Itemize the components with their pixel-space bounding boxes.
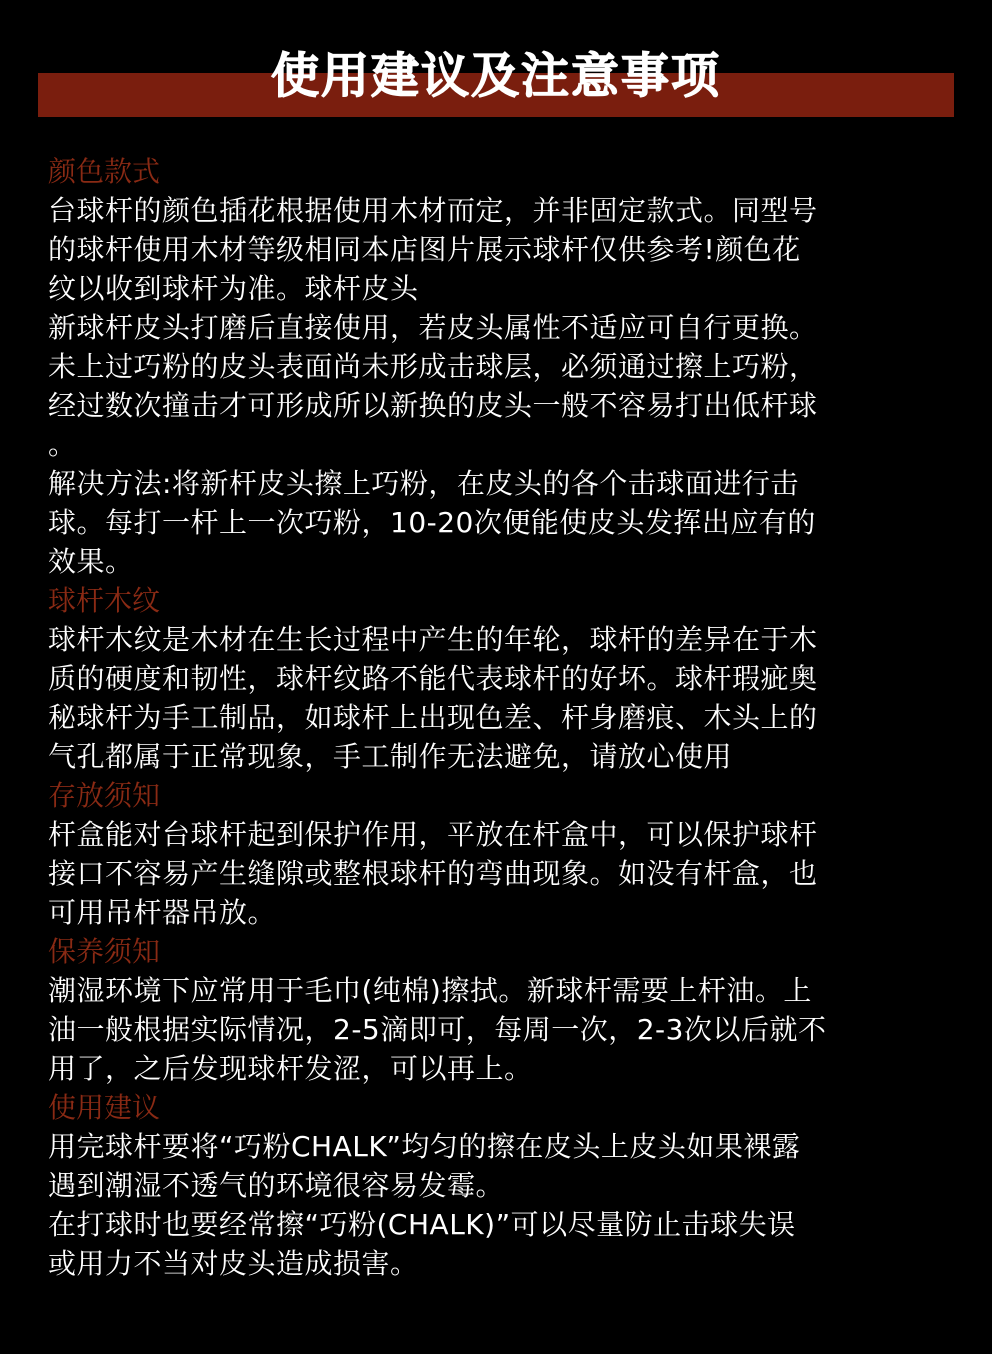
text-line: 。 [48,428,77,461]
text-line: 秘球杆为手工制品，如球杆上出现色差、杆身磨痕、木头上的 [48,701,818,734]
text-line: 解决方法:将新杆皮头擦上巧粉，在皮头的各个击球面进行击 [48,467,799,500]
section-heading: 存放须知 [48,779,161,812]
text-line: 经过数次撞击才可形成所以新换的皮头一般不容易打出低杆球 [48,389,818,422]
text-line: 球杆木纹是木材在生长过程中产生的年轮，球杆的差异在于木 [48,623,818,656]
text-line: 潮湿环境下应常用于毛巾(纯棉)擦拭。新球杆需要上杆油。上 [48,974,812,1007]
text-line: 遇到潮湿不透气的环境很容易发霉。 [48,1169,505,1202]
section-heading: 球杆木纹 [48,584,161,617]
section-wood-grain [48,581,960,776]
text-line: 接口不容易产生缝隙或整根球杆的弯曲现象。如没有杆盒，也 [48,857,818,890]
section-usage-advice [48,1088,960,1283]
text-line: 台球杆的颜色插花根据使用木材而定，并非固定款式。同型号 [48,194,818,227]
section-heading: 使用建议 [48,1091,161,1124]
text-line: 质的硬度和韧性，球杆纹路不能代表球杆的好坏。球杆瑕疵奥 [48,662,818,695]
notes-content [48,152,960,1283]
section-storage [48,776,960,932]
text-line: 球。每打一杆上一次巧粉，10-20次便能使皮头发挥出应有的 [48,506,816,539]
text-line: 用了，之后发现球杆发涩，可以再上。 [48,1052,533,1085]
text-line: 油一般根据实际情况，2-5滴即可，每周一次，2-3次以后就不 [48,1013,827,1046]
text-line: 的球杆使用木材等级相同本店图片展示球杆仅供参考!颜色花 [48,233,801,266]
section-heading: 保养须知 [48,935,161,968]
text-line: 气孔都属于正常现象，手工制作无法避免，请放心使用 [48,740,733,773]
text-line: 新球杆皮头打磨后直接使用，若皮头属性不适应可自行更换。 [48,311,818,344]
section-heading: 颜色款式 [48,155,161,188]
text-line: 未上过巧粉的皮头表面尚未形成击球层，必须通过擦上巧粉， [48,350,818,383]
text-line: 可用吊杆器吊放。 [48,896,277,929]
text-line: 纹以收到球杆为准。球杆皮头 [48,272,419,305]
section-color-style [48,152,960,581]
text-line: 或用力不当对皮头造成损害。 [48,1247,419,1280]
text-line: 杆盒能对台球杆起到保护作用，平放在杆盒中，可以保护球杆 [48,818,818,851]
text-line: 在打球时也要经常擦“巧粉(CHALK)”可以尽量防止击球失误 [48,1208,796,1241]
section-maintenance [48,932,960,1088]
text-line: 效果。 [48,545,134,578]
page-title: 使用建议及注意事项 [270,48,721,104]
text-line: 用完球杆要将“巧粉CHALK”均匀的擦在皮头上皮头如果裸露 [48,1130,801,1163]
